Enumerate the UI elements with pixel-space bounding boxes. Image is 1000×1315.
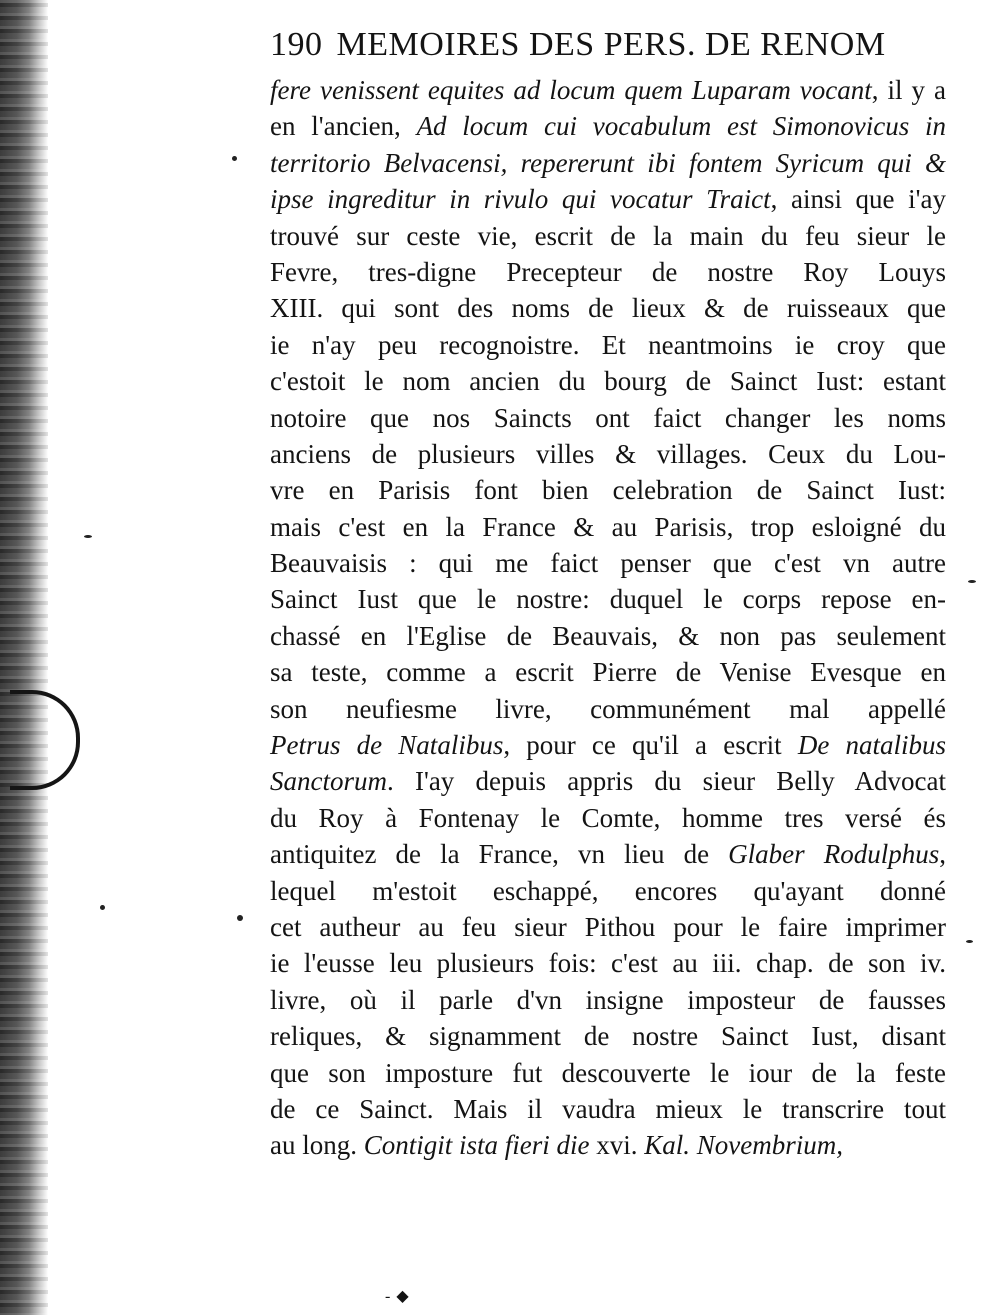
text-segment: trouvé sur ceste vie, escrit de la main du feu sieur le [270,220,946,251]
text-line [270,436,946,472]
text-line [270,800,946,836]
text-line [270,691,946,727]
text-segment: du Roy à Fontenay le Comte, homme tres versé és [270,802,946,833]
text-line [270,72,946,108]
text-line [270,327,946,363]
ink-speck [100,905,105,910]
text-segment: son neufiesme livre, communément mal appellé [270,693,946,724]
text-line [270,290,946,326]
italic-text-segment: Glaber Rodulphus [728,839,940,870]
italic-text-segment: ipse ingreditur in rivulo qui vocatur Traict [270,184,771,215]
text-segment: xvi. [589,1130,645,1161]
text-line [270,181,946,217]
text-segment: chassé en l'Eglise de Beauvais, & non pas seulement [270,620,946,651]
text-line [270,545,946,581]
text-segment: Beauvaisis : qui me faict penser que c'est vn autre [270,548,946,579]
text-segment: c'estoit le nom ancien du bourg de Sainct Iust: estant [270,366,946,397]
text-segment: au long. [270,1130,364,1161]
text-segment: ie l'eusse leu plusieurs fois: c'est au iii. chap. de son iv. [270,948,946,979]
text-segment: lequel m'estoit eschappé, encores qu'ayant donné [270,875,946,906]
text-segment: cet autheur au feu sieur Pithou pour le faire imprimer [270,911,946,942]
text-segment: notoire que nos Saincts ont faict changer les noms [270,402,946,433]
body-text [270,72,946,1164]
ink-speck [966,940,973,943]
running-title: MEMOIRES DES PERS. DE RENOM [336,26,886,63]
italic-text-segment: De natalibus [797,730,947,761]
text-segment: anciens de plusieurs villes & villages. Ceux du Lou- [270,438,946,469]
text-segment: , ainsi que i'ay [770,184,946,215]
page-gutter-shadow [0,0,48,1315]
text-line [270,763,946,799]
text-line [270,218,946,254]
text-segment: , [939,839,946,870]
italic-text-segment: fere venissent equites ad locum quem Luparam vocant [270,75,872,105]
text-line [270,472,946,508]
ink-speck [232,156,237,161]
text-line [270,945,946,981]
text-line [270,254,946,290]
text-segment: ie n'ay peu recognoistre. Et neantmoins ie croy que [270,329,946,360]
text-segment: de ce Sainct. Mais il vaudra mieux le transcrire tout [270,1093,946,1124]
text-line [270,873,946,909]
text-segment: sa teste, comme a escrit Pierre de Venise Evesque en [270,657,946,688]
text-segment: reliques, & signamment de nostre Sainct Iust, disant [270,1021,946,1052]
text-line [270,982,946,1018]
bookmark-ribbon-loop [10,690,80,790]
text-line [270,836,946,872]
text-segment: que son imposture fut descouverte le iour de la feste [270,1057,946,1088]
text-segment: mais c'est en la France & au Parisis, trop esloigné du [270,511,946,542]
italic-text-segment: territorio Belvacensi, repererunt ibi fontem Syricum qui & [270,147,946,178]
text-line [270,145,946,181]
text-segment: antiquitez de la France, vn lieu de [270,839,729,870]
text-segment: vre en Parisis font bien celebration de Sainct Iust: [270,475,946,506]
text-line [270,509,946,545]
text-line [270,1018,946,1054]
running-header [270,26,910,70]
text-line [270,909,946,945]
ink-speck [84,535,92,538]
page-number: 190 [270,26,323,63]
text-segment: XIII. qui sont des noms de lieux & de ruisseaux que [270,293,946,324]
text-line [270,108,946,144]
text-line [270,1091,946,1127]
italic-text-segment: Ad locum cui vocabulum est Simonovicus in [416,111,946,142]
text-segment: Sainct Iust que le nostre: duquel le corps repose en- [270,584,946,615]
footer-ornament: - ◆ [385,1288,410,1305]
text-segment: , il y a [871,75,946,105]
ink-speck [968,580,976,583]
italic-text-segment: Sanctorum [270,766,387,797]
ink-speck [237,915,243,921]
text-line [270,581,946,617]
text-line [270,654,946,690]
italic-text-segment: Kal. Novembrium, [644,1130,844,1161]
text-segment: , pour ce qu'il a escrit [503,730,798,761]
text-segment: en l'ancien, [270,111,417,142]
text-line [270,727,946,763]
text-line [270,1127,946,1163]
text-segment: . I'ay depuis appris du sieur Belly Advocat [387,766,946,797]
text-segment: livre, où il parle d'vn insigne imposteur de fausses [270,984,946,1015]
text-segment: Fevre, tres-digne Precepteur de nostre Roy Louys [270,256,946,287]
text-line [270,1055,946,1091]
text-line [270,400,946,436]
text-line [270,363,946,399]
italic-text-segment: Contigit ista fieri die [363,1130,590,1161]
italic-text-segment: Petrus de Natalibus [270,730,504,761]
text-line [270,618,946,654]
